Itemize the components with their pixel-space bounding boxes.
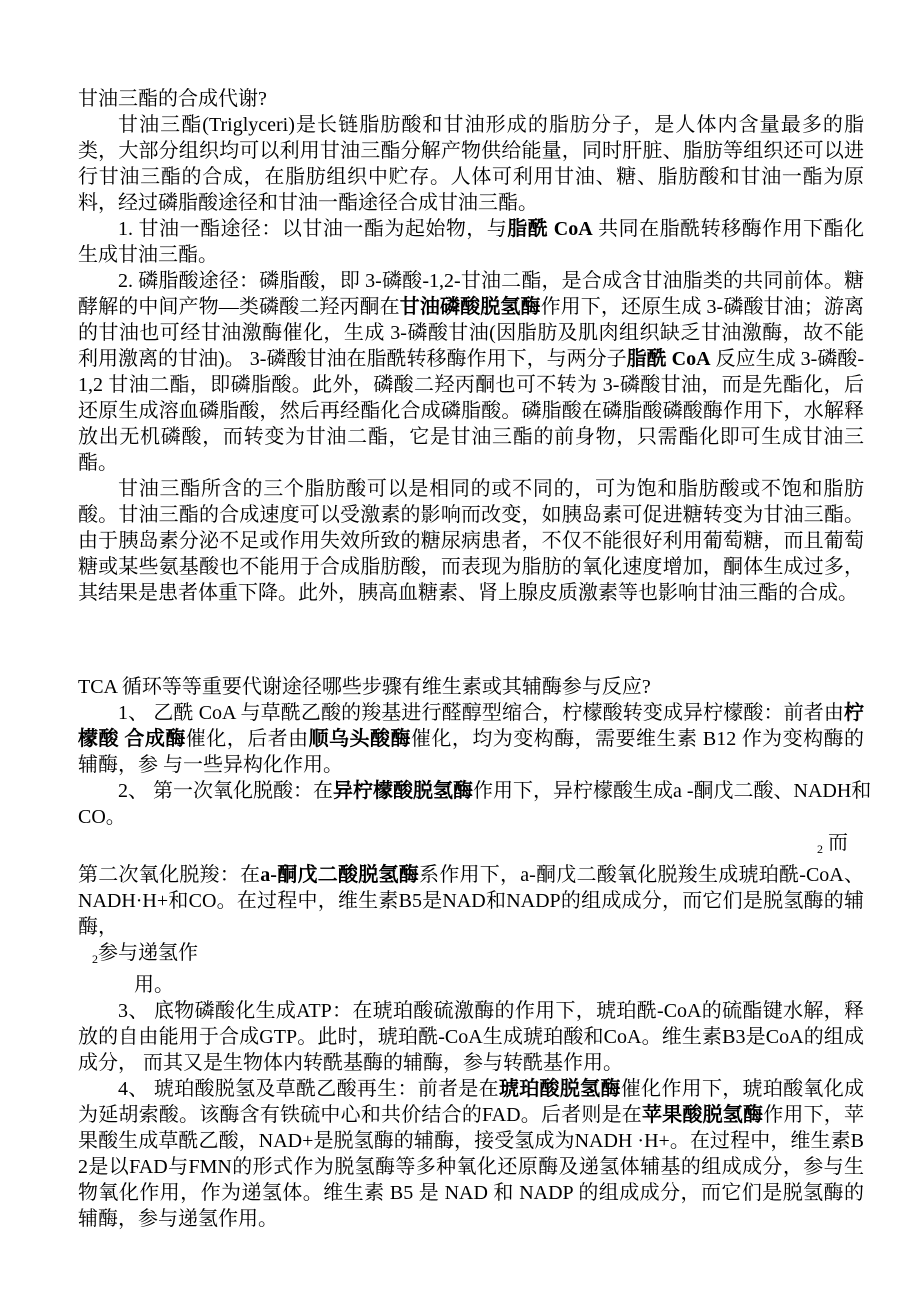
text-run: 3、 底物磷酸化生成ATP：在琥珀酸硫激酶的作用下，琥珀酰-CoA的硫酯键水解，释放的自由能用于合成GTP。此时，琥珀酰-CoA生成琥珀酸和CoA。维生素B3是CoA的组成成分， 而其又是生物体内转酰基酶的辅酶，参与转酰基作用。: [78, 1000, 864, 1074]
text-run: 作用下，异柠檬酸生成a -酮戊二酸、NADH和: [473, 780, 872, 802]
subscript-2: 2: [92, 952, 98, 966]
bold-term: 琥珀酸脱氢酶: [498, 1078, 621, 1100]
bold-term: 脂酰 CoA: [507, 218, 593, 240]
paragraph-tca-step1-citrate: [78, 700, 864, 778]
text-run: 2、 第一次氧化脱酸：在: [118, 780, 333, 802]
text-run: 1、 乙酰 CoA 与草酰乙酸的羧基进行醛醇型缩合，柠檬酸转变成异柠檬酸：前者由: [118, 702, 844, 724]
text-run: 反应生成 3-磷酸-1,2 甘油二酯，即磷脂酸。此外，磷酸二羟丙酮也可不转为 3-磷酸甘油，而是先酯化，后还原生成溶血磷脂酸，然后再经酯化合成磷脂酸。磷脂酸在磷脂酸磷酸酶作用下，水解释放出无机磷酸，而转变为甘油二酯，它是甘油三酯的前身物，只需酯化即可生成甘油三酯。: [78, 348, 864, 474]
text-run: 甘油三酯所含的三个脂肪酸可以是相同的或不同的，可为饱和脂肪酸或不饱和脂肪酸。甘油三酯的合成速度可以受激素的影响而改变，如胰岛素可促进糖转变为甘油三酯。由于胰岛素分泌不足或作用失效所致的糖尿病患者，不仅不能很好利用葡萄糖，而且葡萄糖或某些氨基酸也不能用于合成脂肪酸，而表现为脂肪的氧化速度增加，酮体生成过多，其结果是患者体重下降。此外，胰高血糖素、肾上腺皮质激素等也影响甘油三酯的合成。: [78, 478, 864, 604]
subscript-2: 2: [817, 842, 823, 856]
bold-term: 苹果酸脱氢酶: [641, 1104, 764, 1126]
text-run: 2. 磷脂酸途径：磷脂酸，即 3-磷酸-1,2-甘油二酯，是合成含甘油脂类的共同前体。糖酵解的中间产物—类磷酸二羟丙酮在: [78, 270, 864, 318]
line-subscript2-participate: [78, 940, 864, 972]
text-run: 催化，均为变构酶，需要维生素 B12 作为变构酶的辅酶，参 与一些异构化作用。: [78, 728, 865, 776]
bold-term: 柠檬酸 合成酶: [78, 702, 864, 750]
line-co-orphan: [78, 804, 864, 830]
question-title-triglyceride: 甘油三酯的合成代谢?: [78, 88, 267, 110]
bold-term: 甘油磷酸脱氢酶: [399, 296, 541, 318]
text-run: 4、 琥珀酸脱氢及草酰乙酸再生：前者是在: [118, 1078, 499, 1100]
paragraph-tca-step4-succinate-dehydrogenation: [78, 1076, 864, 1232]
text-run: CO。: [78, 806, 126, 828]
text-run: 催化作用下，琥珀酸氧化成为延胡索酸。该酶含有铁硫中心和共价结合的FAD。后者则是在: [78, 1078, 865, 1126]
text-run: 参与递氢作: [98, 942, 198, 964]
paragraph-tca-step2-second-decarboxylation: [78, 862, 864, 940]
question-title-tca: TCA 循环等等重要代谢途径哪些步骤有维生素或其辅酶参与反应?: [78, 676, 651, 698]
line-subscript2-er: [78, 830, 864, 862]
text-run: 共同在脂酰转移酶作用下酯化生成甘油三酯。: [78, 218, 865, 266]
text-run: 而: [823, 832, 848, 854]
text-run: 第二次氧化脱羧：在: [78, 864, 261, 886]
line-yong-orphan: [78, 972, 864, 998]
text-run: 催化，后者由: [185, 728, 309, 750]
bold-term: 脂酰 CoA: [626, 348, 711, 370]
text-run: 用。: [134, 974, 174, 996]
text-run: 1. 甘油一酯途径：以甘油一酯为起始物，与: [118, 218, 508, 240]
text-run: 作用下，苹果酸生成草酰乙酸，NAD+是脱氢酶的辅酶，接受氢成为NADH ·H+。在过程中，维生素B2是以FAD与FMN的形式作为脱氢酶等多种氧化还原酶及递氢体辅基的组成成分，参与生物氧化作用，作为递氢体。维生素 B5 是 NAD 和 NADP 的组成成分，而它们是脱氢酶的辅酶，参与递氢作用。: [78, 1104, 865, 1230]
section-tca-qa: [78, 674, 872, 1232]
paragraph-phosphatidic-acid-pathway: [78, 268, 864, 476]
paragraph-triglyceride-intro: [78, 112, 864, 216]
paragraph-monoacylglycerol-pathway: [78, 216, 864, 268]
bold-term: 异柠檬酸脱氢酶: [333, 780, 473, 802]
paragraph-tca-step3-substrate-phosphorylation: [78, 998, 864, 1076]
section-triglyceride-qa: [78, 86, 864, 606]
text-run: 系作用下，a-酮戊二酸氧化脱羧生成琥珀酰-CoA、NADH·H+和CO。在过程中，维生素B5是NAD和NADP的组成成分，而它们是脱氢酶的辅酶，: [78, 864, 864, 938]
bold-term: 顺乌头酸酶: [308, 728, 411, 750]
paragraph-tca-step2-first-line: [78, 778, 872, 804]
paragraph-hormone-regulation: [78, 476, 864, 606]
text-run: 作用下，还原生成 3-磷酸甘油；游离的甘油也可经甘油激酶催化，生成 3-磷酸甘油(因脂肪及肌肉组织缺乏甘油激酶，故不能利用激离的甘油)。 3-磷酸甘油在脂酰转移酶作用下，与两分子: [78, 296, 864, 370]
bold-term: a-酮戊二酸脱氢酶: [260, 864, 419, 886]
text-run: 甘油三酯(Triglyceri)是长链脂肪酸和甘油形成的脂肪分子，是人体内含量最多的脂类，大部分组织均可以利用甘油三酯分解产物供给能量，同时肝脏、脂肪等组织还可以进行甘油三酯的合成，在脂肪组织中贮存。人体可利用甘油、糖、脂肪酸和甘油一酯为原料，经过磷脂酸途径和甘油一酯途径合成甘油三酯。: [78, 114, 864, 214]
